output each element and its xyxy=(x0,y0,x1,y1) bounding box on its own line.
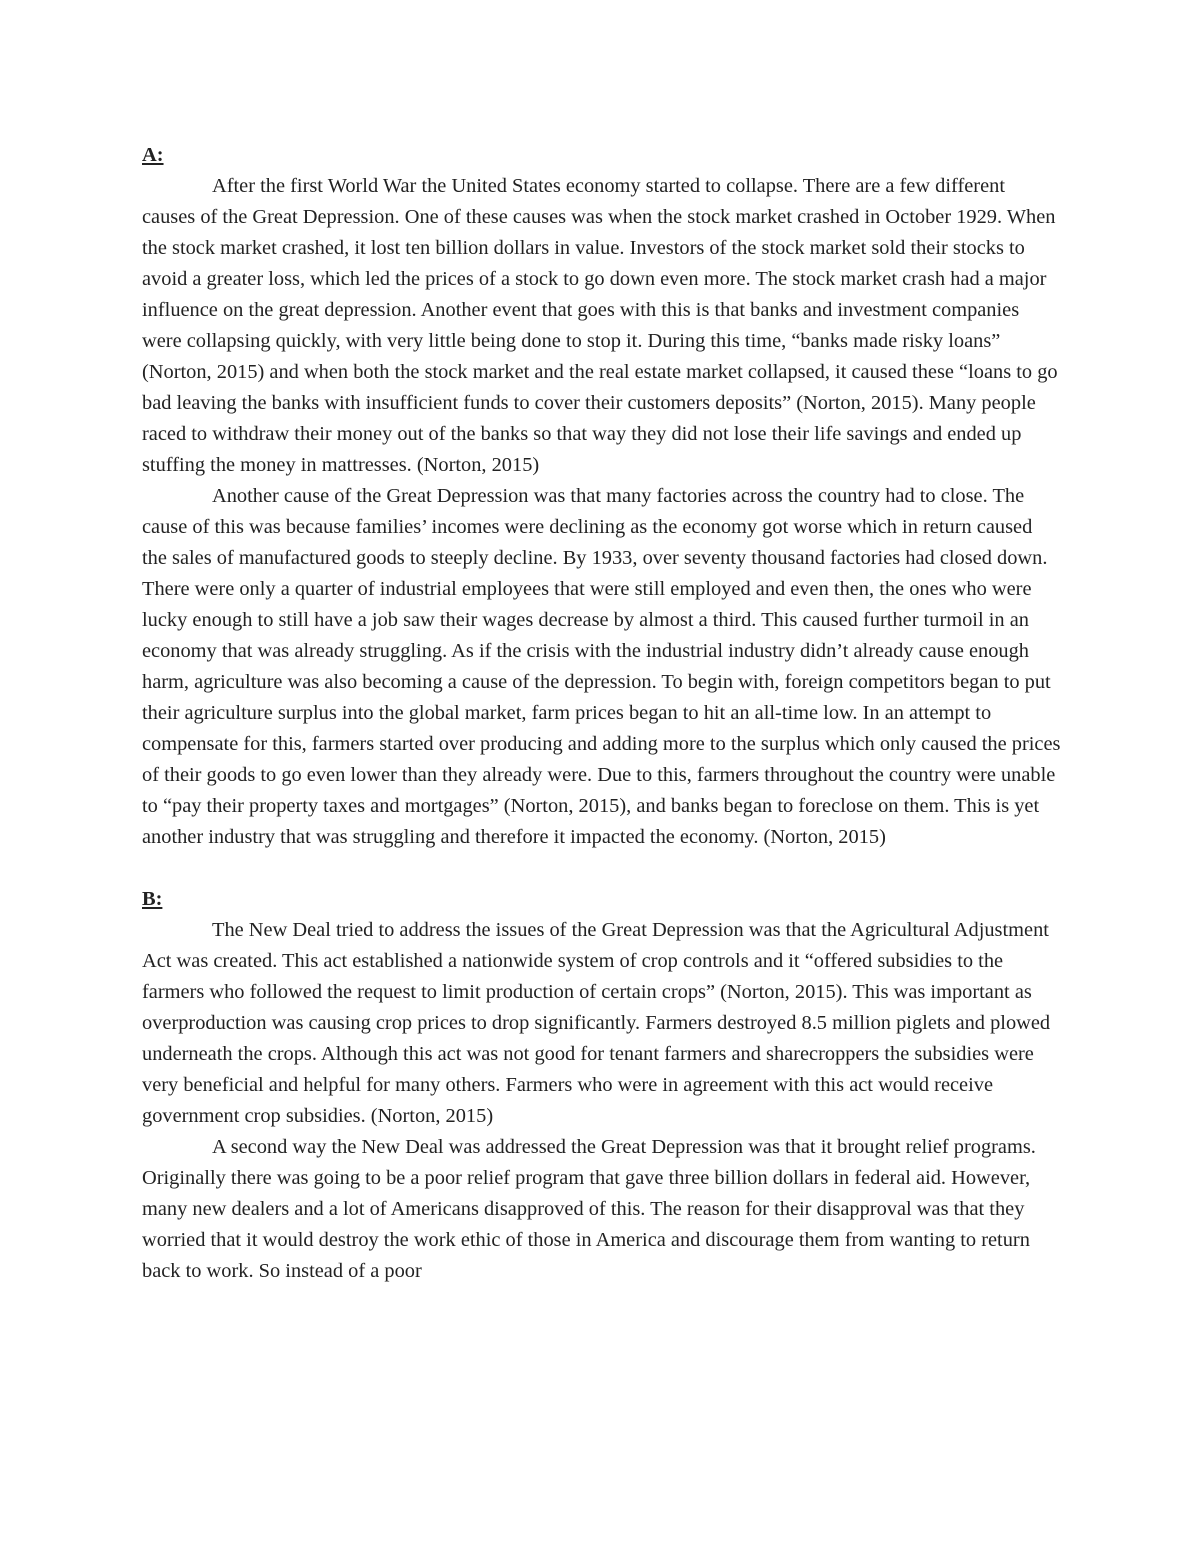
section-a-paragraph-1: After the first World War the United States economy started to collapse. There are a few different causes of the Great Depression. One of these causes was when the stock market crashed in October 1929. When the stock market crashed, it lost ten billion dollars in value. Investors of the stock market sold their stocks to avoid a greater loss, which led the prices of a stock to go down even more. The stock market crash had a major influence on the great depression. Another event that goes with this is that banks and investment companies were collapsing quickly, with very little being done to stop it. During this time, “banks made risky loans” (Norton, 2015) and when both the stock market and the real estate market collapsed, it caused these “loans to go bad leaving the banks with insufficient funds to cover their customers deposits” (Norton, 2015). Many people raced to withdraw their money out of the banks so that way they did not lose their life savings and ended up stuffing the money in mattresses. (Norton, 2015) xyxy=(142,175,1058,476)
section-a-heading: A: xyxy=(142,144,164,166)
section-a-paragraph-2: Another cause of the Great Depression was that many factories across the country had to close. The cause of this was because families’ incomes were declining as the economy got worse which in return caused the sales of manufactured goods to steeply decline. By 1933, over seventy thousand factories had closed down. There were only a quarter of industrial employees that were still employed and even then, the ones who were lucky enough to still have a job saw their wages decrease by almost a third. This caused further turmoil in an economy that was already struggling. As if the crisis with the industrial industry didn’t already cause enough harm, agriculture was also becoming a cause of the depression. To begin with, foreign competitors began to put their agriculture surplus into the global market, farm prices began to hit an all-time low. In an attempt to compensate for this, farmers started over producing and adding more to the surplus which only caused the prices of their goods to go even lower than they already were. Due to this, farmers throughout the country were unable to “pay their property taxes and mortgages” (Norton, 2015), and banks began to foreclose on them. This is yet another industry that was struggling and therefore it impacted the economy. (Norton, 2015) xyxy=(142,485,1061,848)
section-b-heading: B: xyxy=(142,888,163,910)
section-b-paragraph-2: A second way the New Deal was addressed the Great Depression was that it brought relief programs. Originally there was going to be a poor relief program that gave three billion dollars in federal aid. However, many new dealers and a lot of Americans disapproved of this. The reason for their disapproval was that they worried that it would destroy the work ethic of those in America and discourage them from wanting to return back to work. So instead of a poor xyxy=(142,1136,1036,1282)
document-page xyxy=(142,140,1062,1287)
section-spacer xyxy=(142,853,1062,884)
section-b-paragraph-1: The New Deal tried to address the issues of the Great Depression was that the Agricultural Adjustment Act was created. This act established a nationwide system of crop controls and it “offered subsidies to the farmers who followed the request to limit production of certain crops” (Norton, 2015). This was important as overproduction was causing crop prices to drop significantly. Farmers destroyed 8.5 million piglets and plowed underneath the crops. Although this act was not good for tenant farmers and sharecroppers the subsidies were very beneficial and helpful for many others. Farmers who were in agreement with this act would receive government crop subsidies. (Norton, 2015) xyxy=(142,919,1051,1127)
